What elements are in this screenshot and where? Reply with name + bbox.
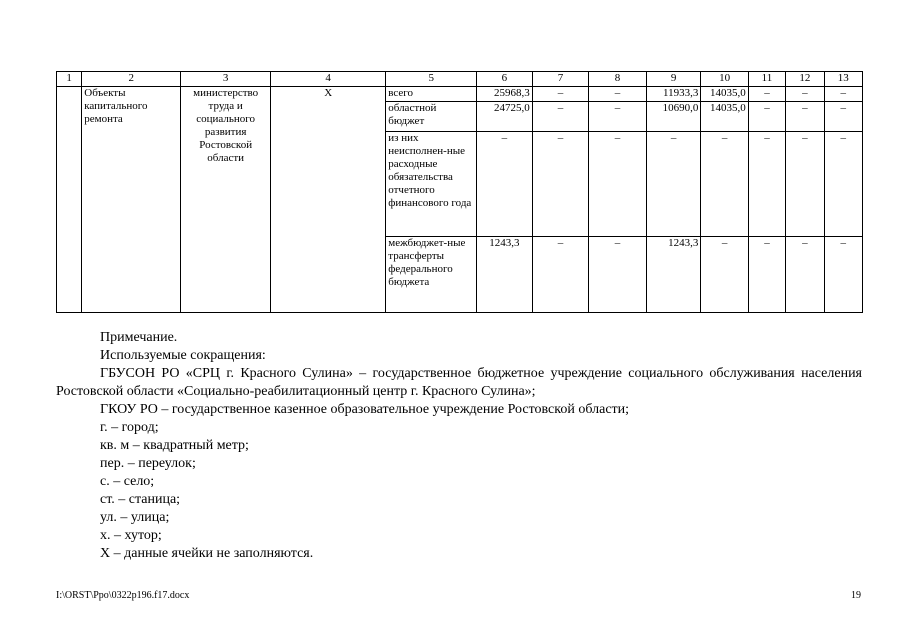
value-cell: 25968,3 xyxy=(477,87,533,102)
value-cell: – xyxy=(532,132,589,237)
value-cell: – xyxy=(589,132,647,237)
abbreviation-line: х. – хутор; xyxy=(100,528,162,543)
funding-source-cell: всего xyxy=(386,87,477,102)
value-cell: – xyxy=(786,132,824,237)
header-cell: 5 xyxy=(386,72,477,87)
header-cell: 13 xyxy=(824,72,862,87)
abbreviation-line: ГБУСОН РО «СРЦ г. Красного Сулина» – государственное бюджетное учреждение социального обслуживания населения Ростовской области «Социально-реабилитационный центр г. Красного Сулина»; xyxy=(56,366,862,399)
notes-title: Примечание. xyxy=(100,330,178,345)
object-name-cell: Объекты капитального ремонта xyxy=(82,87,181,313)
funding-source-cell: межбюджет-ные трансферты федерального бюджета xyxy=(386,237,477,313)
executor-cell: министерство труда и социального развития Ростовской области xyxy=(181,87,271,313)
header-cell: 7 xyxy=(532,72,589,87)
value-cell: – xyxy=(748,132,785,237)
value-cell: – xyxy=(646,132,701,237)
value-cell: – xyxy=(748,237,785,313)
value-cell: – xyxy=(477,132,533,237)
abbreviation-line: ул. – улица; xyxy=(100,510,170,525)
value-cell: – xyxy=(532,237,589,313)
header-cell: 11 xyxy=(748,72,785,87)
value-cell: – xyxy=(532,87,589,102)
abbreviation-line: ст. – станица; xyxy=(100,492,181,507)
header-cell: 8 xyxy=(589,72,647,87)
value-cell: – xyxy=(589,87,647,102)
header-cell: 10 xyxy=(701,72,748,87)
header-cell: 1 xyxy=(57,72,82,87)
value-cell: – xyxy=(824,102,862,132)
value-cell: 14035,0 xyxy=(701,87,748,102)
page-number: 19 xyxy=(851,590,861,601)
header-cell: 4 xyxy=(271,72,386,87)
value-cell: – xyxy=(824,237,862,313)
budget-table xyxy=(56,71,863,313)
row-number-cell xyxy=(57,87,82,313)
abbreviation-line: ГКОУ РО – государственное казенное образовательное учреждение Ростовской области; xyxy=(100,402,630,417)
notes-section xyxy=(56,329,862,563)
value-cell: 10690,0 xyxy=(646,102,701,132)
abbreviations-title: Используемые сокращения: xyxy=(100,348,266,363)
table-row xyxy=(57,87,863,102)
abbreviation-line: Х – данные ячейки не заполняются. xyxy=(100,546,314,561)
value-cell: 14035,0 xyxy=(701,102,748,132)
value-cell: – xyxy=(824,87,862,102)
value-cell: 11933,3 xyxy=(646,87,701,102)
abbreviation-line: пер. – переулок; xyxy=(100,456,196,471)
abbreviation-line: г. – город; xyxy=(100,420,159,435)
header-cell: 9 xyxy=(646,72,701,87)
value-cell: – xyxy=(786,87,824,102)
value-cell: – xyxy=(748,102,785,132)
header-cell: 12 xyxy=(786,72,824,87)
footer-file-path: I:\ORST\Ppo\0322p196.f17.docx xyxy=(56,590,190,601)
value-cell: – xyxy=(532,102,589,132)
value-cell: – xyxy=(824,132,862,237)
abbreviation-line: кв. м – квадратный метр; xyxy=(100,438,249,453)
value-cell: – xyxy=(786,102,824,132)
value-cell: – xyxy=(701,237,748,313)
abbreviation-line: с. – село; xyxy=(100,474,155,489)
header-cell: 6 xyxy=(477,72,533,87)
value-cell: – xyxy=(589,237,647,313)
value-cell: – xyxy=(701,132,748,237)
funding-source-cell: из них неисполнен-ные расходные обязательства отчетного финансового года xyxy=(386,132,477,237)
value-cell: 24725,0 xyxy=(477,102,533,132)
value-cell: – xyxy=(589,102,647,132)
col4-cell: Х xyxy=(271,87,386,313)
value-cell: 1243,3 xyxy=(646,237,701,313)
table-header-row xyxy=(57,72,863,87)
value-cell: – xyxy=(748,87,785,102)
value-cell: 1243,3 xyxy=(477,237,533,313)
header-cell: 3 xyxy=(181,72,271,87)
value-cell: – xyxy=(786,237,824,313)
header-cell: 2 xyxy=(82,72,181,87)
funding-source-cell: областной бюджет xyxy=(386,102,477,132)
